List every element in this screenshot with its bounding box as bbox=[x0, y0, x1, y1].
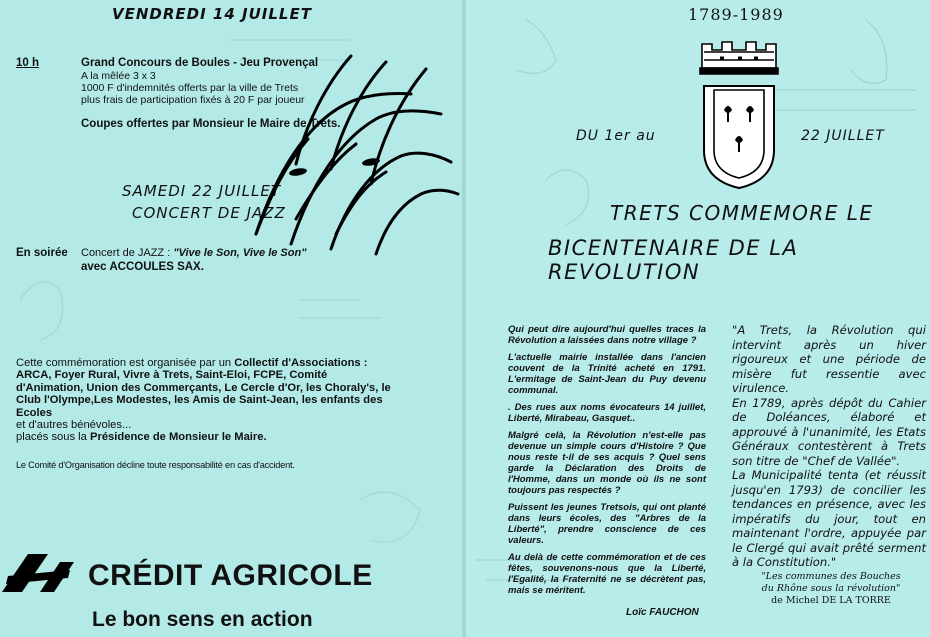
credit-agricole-logo-icon bbox=[0, 546, 90, 598]
org-presidency-prefix: placés sous la bbox=[16, 431, 91, 444]
history-text bbox=[732, 323, 926, 570]
history-paragraph-1: "A Trets, la Révolution qui intervint après un hiver rigoureux et une période de misère fut ressentie avec virulence. bbox=[732, 323, 926, 395]
concert-title: CONCERT DE JAZZ bbox=[132, 204, 286, 222]
concert-band: avec ACCOULES SAX. bbox=[81, 261, 204, 273]
boules-line-3: plus frais de participation fixés à 20 F par joueur bbox=[81, 94, 305, 106]
cups-note: Coupes offertes par Monsieur le Maire de Trets. bbox=[81, 118, 341, 130]
editorial-paragraph: L'actuelle mairie installée dans l'ancien couvent de la Trinité acheté en 1791. L'ermitage de Saint-Jean du Puy devenu communal. bbox=[508, 352, 706, 396]
org-list: ARCA, Foyer Rural, Vivre à Trets, Saint-Eloi, FCPE, Comité d'Animation, Union des Commerçants, Le Cercle d'Or, les Choraly's, le Club l'Olympe,Les Modestes, les Amis de Saint-Jean, les enfants des Ecoles bbox=[16, 369, 391, 419]
citation-line-3: de Michel DE LA TORRE bbox=[771, 595, 891, 606]
citation bbox=[736, 571, 926, 607]
evening-label: En soirée bbox=[16, 247, 68, 259]
right-page bbox=[466, 0, 930, 637]
date-from: DU 1er au bbox=[576, 128, 656, 144]
time-10h: 10 h bbox=[16, 57, 40, 69]
coat-of-arms-icon bbox=[694, 30, 784, 192]
org-intro: Cette commémoration est organisée par un bbox=[16, 357, 235, 369]
saturday-date: SAMEDI 22 JUILLET bbox=[122, 182, 281, 200]
org-collective: Collectif d'Associations : bbox=[234, 357, 368, 369]
citation-line-2: du Rhône sous la révolution" bbox=[761, 583, 901, 594]
editorial-column bbox=[508, 324, 706, 602]
disclaimer: Le Comité d'Organisation décline toute responsabilité en cas d'accident. bbox=[16, 460, 295, 470]
years: 1789-1989 bbox=[688, 5, 784, 24]
left-page bbox=[0, 0, 462, 637]
sponsor-slogan: Le bon sens en action bbox=[92, 608, 313, 631]
org-presidency: Présidence de Monsieur le Maire. bbox=[90, 431, 267, 444]
history-paragraph-2: En 1789, après dépôt du Cahier de Doléances, élaboré et approuvé à l'unanimité, les Etats Généraux contestèrent à Trets son titre de "Chef de Vallée". bbox=[732, 395, 926, 468]
boules-line-1: A la mêlée 3 x 3 bbox=[81, 70, 156, 82]
headline-line-1: TRETS COMMEMORE LE bbox=[610, 201, 874, 225]
organisation-block bbox=[16, 357, 396, 444]
editorial-paragraph: Puissent les jeunes Tretsois, qui ont planté dans leurs écoles, des "Arbres de la Liberté", prendre conscience de ces valeurs. bbox=[508, 502, 706, 546]
editorial-paragraph: . Des rues aux noms évocateurs 14 juillet, Liberté, Mirabeau, Gasquet.. bbox=[508, 402, 706, 424]
boules-line-2: 1000 F d'indemnités offerts par la ville de Trets bbox=[81, 82, 299, 94]
history-paragraph-3: La Municipalité tenta (et réussit jusqu'en 1793) de concilier les tendances en présence, avec les impératifs du jour, tout en maintenant l'ordre, appuyée par le Clergé qui avait prêté serment à la Constitution." bbox=[732, 468, 926, 569]
date-to: 22 JUILLET bbox=[801, 128, 885, 144]
editorial-paragraph: Au delà de cette commémoration et de ces fêtes, souvenons-nous que la Liberté, l'Egalité, la Fraternité ne se décrètent pas, mais se méritent. bbox=[508, 552, 706, 596]
citation-line-1: "Les communes des Bouches bbox=[761, 571, 901, 582]
concert-prefix: Concert de JAZZ : bbox=[81, 247, 174, 259]
org-others: et d'autres bénévoles... bbox=[16, 419, 132, 432]
editorial-paragraph: Qui peut dire aujourd'hui quelles traces la Révolution a laissées dans notre village ? bbox=[508, 324, 706, 346]
sponsor-name: CRÉDIT AGRICOLE bbox=[88, 559, 373, 592]
headline-line-2: BICENTENAIRE DE LA REVOLUTION bbox=[548, 236, 799, 284]
doves-illustration bbox=[236, 44, 462, 270]
editorial-paragraph: Malgré celà, la Révolution n'est-elle pas devenue un simple cours d'Histoire ? Que nous reste t-il de ses acquis ? Quel sens garde la Déclaration des Droits de l'Homme, dans un monde où ils ne sont toujours pas respectés ? bbox=[508, 430, 706, 496]
boules-title: Grand Concours de Boules - Jeu Provençal bbox=[81, 57, 319, 69]
editorial-author: Loïc FAUCHON bbox=[626, 607, 699, 618]
friday-date: VENDREDI 14 JUILLET bbox=[112, 5, 312, 23]
concert-slogan: "Vive le Son, Vive le Son" bbox=[173, 247, 307, 259]
